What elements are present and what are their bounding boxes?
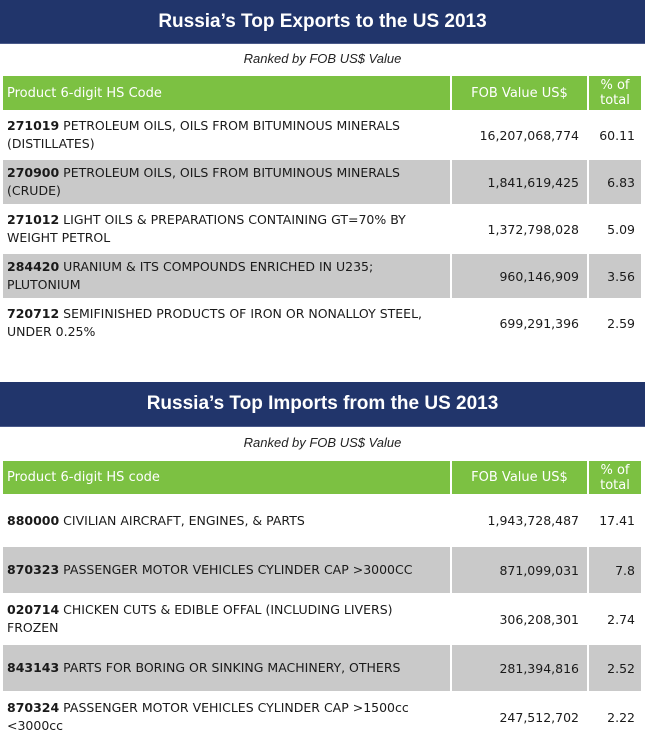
- fob-value: 960,146,909: [451, 253, 588, 299]
- header-fob-value: FOB Value US$: [451, 460, 588, 495]
- header-pct-total: % of total: [588, 75, 642, 111]
- product-cell: [2, 111, 451, 159]
- hs-code: 870324: [7, 700, 60, 715]
- exports-header-row: [2, 75, 642, 111]
- fob-value: 1,841,619,425: [451, 159, 588, 205]
- hs-code: 020714: [7, 602, 60, 617]
- pct-of-total: 2.22: [588, 692, 642, 742]
- table-row: [2, 495, 642, 546]
- fob-value: 281,394,816: [451, 644, 588, 692]
- exports-table: [1, 74, 643, 348]
- header-product: Product 6-digit HS code: [2, 460, 451, 495]
- hs-code: 870323: [7, 562, 60, 577]
- product-description: PARTS FOR BORING OR SINKING MACHINERY, OTHERS: [63, 660, 401, 675]
- table-row: [2, 159, 642, 205]
- product-description: CIVILIAN AIRCRAFT, ENGINES, & PARTS: [63, 512, 305, 528]
- hs-code: 284420: [7, 259, 60, 274]
- fob-value: 1,943,728,487: [451, 495, 588, 546]
- imports-subtitle: Ranked by FOB US$ Value: [243, 435, 402, 450]
- header-fob-value: FOB Value US$: [451, 75, 588, 111]
- pct-of-total: 7.8: [588, 546, 642, 594]
- imports-title: Russia’s Top Imports from the US 2013: [0, 382, 645, 427]
- exports-subtitle: Ranked by FOB US$ Value: [243, 51, 402, 66]
- exports-title: Russia’s Top Exports to the US 2013: [0, 0, 645, 44]
- product-cell: [2, 253, 451, 299]
- fob-value: 871,099,031: [451, 546, 588, 594]
- pct-of-total: 60.11: [588, 111, 642, 159]
- imports-header-row: [2, 460, 642, 495]
- imports-table: [1, 459, 643, 743]
- product-description: PASSENGER MOTOR VEHICLES CYLINDER CAP >3000CC: [63, 562, 413, 577]
- table-row: [2, 644, 642, 692]
- product-cell: [2, 495, 451, 546]
- hs-code: 270900: [7, 165, 60, 180]
- fob-value: 1,372,798,028: [451, 205, 588, 253]
- product-cell: [2, 546, 451, 594]
- pct-of-total: 2.59: [588, 299, 642, 347]
- fob-value: 247,512,702: [451, 692, 588, 742]
- table-row: [2, 594, 642, 644]
- pct-of-total: 2.52: [588, 644, 642, 692]
- fob-value: 306,208,301: [451, 594, 588, 644]
- product-description: URANIUM & ITS COMPOUNDS ENRICHED IN U235; PLUTONIUM: [7, 259, 374, 292]
- header-product: Product 6-digit HS Code: [2, 75, 451, 111]
- product-cell: [2, 299, 451, 347]
- pct-of-total: 5.09: [588, 205, 642, 253]
- fob-value: 16,207,068,774: [451, 111, 588, 159]
- product-description: PASSENGER MOTOR VEHICLES CYLINDER CAP >1500cc <3000cc: [7, 700, 409, 733]
- header-pct-total: % of total: [588, 460, 642, 495]
- fob-value: 699,291,396: [451, 299, 588, 347]
- product-cell: [2, 159, 451, 205]
- hs-code: 880000: [7, 512, 60, 528]
- product-cell: [2, 205, 451, 253]
- product-description: PETROLEUM OILS, OILS FROM BITUMINOUS MINERALS (DISTILLATES): [7, 118, 400, 151]
- hs-code: 271012: [7, 212, 60, 227]
- exports-panel: [0, 0, 645, 348]
- hs-code: 843143: [7, 660, 60, 675]
- product-cell: [2, 644, 451, 692]
- table-row: [2, 205, 642, 253]
- table-row: [2, 111, 642, 159]
- product-description: CHICKEN CUTS & EDIBLE OFFAL (INCLUDING LIVERS) FROZEN: [7, 602, 393, 635]
- hs-code: 271019: [7, 118, 60, 133]
- pct-of-total: 2.74: [588, 594, 642, 644]
- hs-code: 720712: [7, 306, 60, 321]
- imports-panel: [0, 382, 645, 743]
- pct-of-total: 6.83: [588, 159, 642, 205]
- product-cell: [2, 594, 451, 644]
- product-description: SEMIFINISHED PRODUCTS OF IRON OR NONALLOY STEEL, UNDER 0.25%: [7, 306, 423, 339]
- table-row: [2, 299, 642, 347]
- table-row: [2, 692, 642, 742]
- pct-of-total: 17.41: [588, 495, 642, 546]
- product-cell: [2, 692, 451, 742]
- pct-of-total: 3.56: [588, 253, 642, 299]
- table-row: [2, 546, 642, 594]
- product-description: LIGHT OILS & PREPARATIONS CONTAINING GT=70% BY WEIGHT PETROL: [7, 212, 406, 245]
- table-row: [2, 253, 642, 299]
- product-description: PETROLEUM OILS, OILS FROM BITUMINOUS MINERALS (CRUDE): [7, 165, 400, 198]
